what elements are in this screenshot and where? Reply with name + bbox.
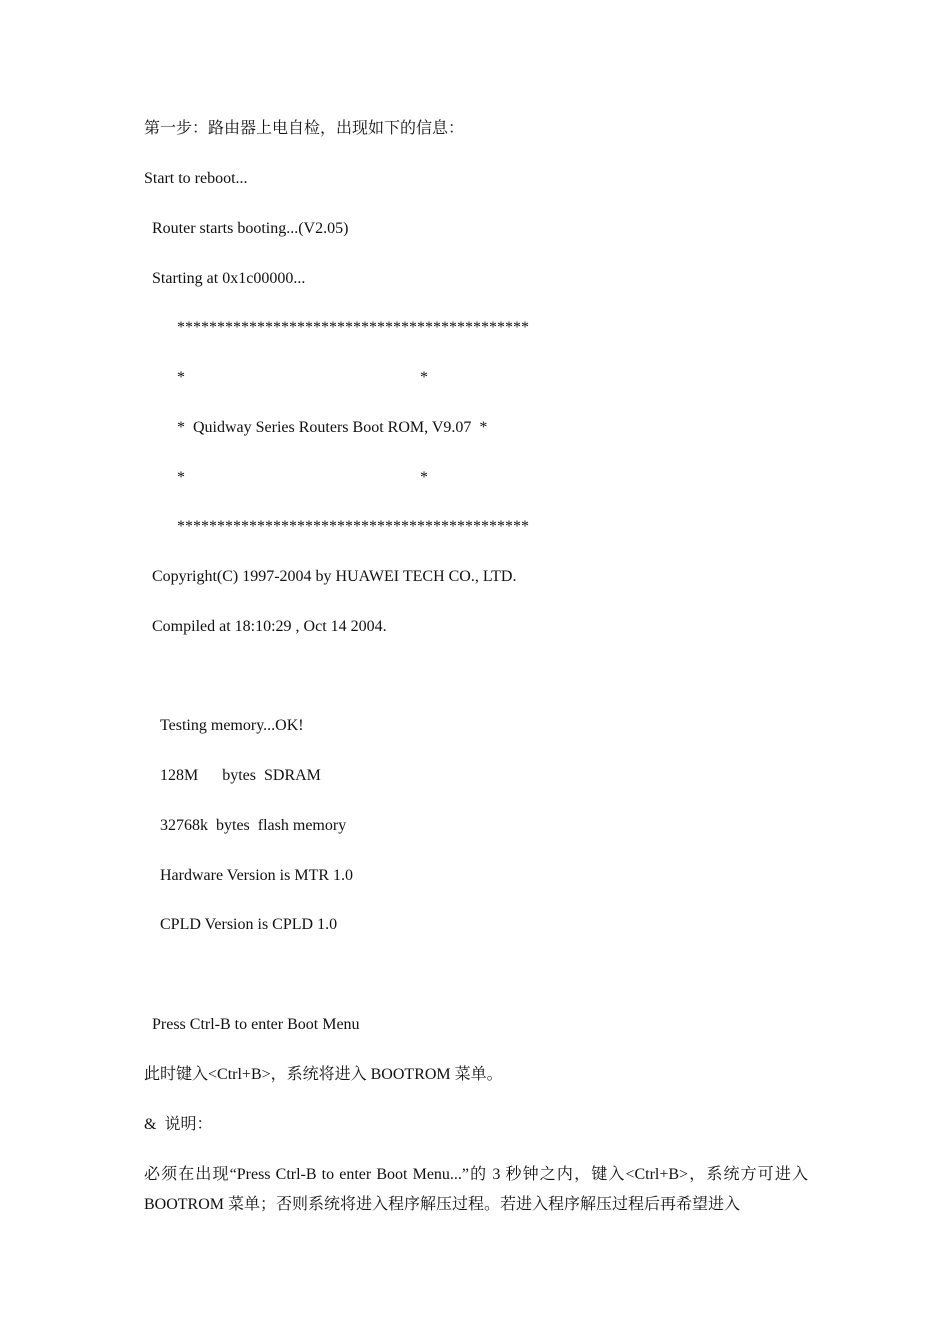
note-label: & 说明： (144, 1116, 213, 1133)
banner-top-border: ******************************************** (177, 319, 529, 336)
boot-log-start-reboot: Start to reboot... (144, 170, 248, 187)
instruction-text: 此时键入<Ctrl+B>，系统将进入 BOOTROM 菜单。 (144, 1066, 503, 1083)
banner-blank-left: * (177, 369, 185, 386)
boot-log-flash: 32768k bytes flash memory (160, 817, 347, 834)
boot-log-press-ctrl-b: Press Ctrl-B to enter Boot Menu (152, 1016, 360, 1033)
banner-blank-right: * (420, 369, 428, 386)
boot-log-testing-memory: Testing memory...OK! (160, 717, 304, 734)
banner-blank-left: * (177, 469, 185, 486)
banner-blank-right: * (420, 469, 428, 486)
boot-log-cpld-version: CPLD Version is CPLD 1.0 (160, 916, 338, 933)
banner-title: * Quidway Series Routers Boot ROM, V9.07 * (177, 419, 488, 436)
boot-log-hardware-version: Hardware Version is MTR 1.0 (160, 867, 354, 884)
banner-bottom-border: ******************************************** (177, 518, 529, 535)
boot-log-sdram: 128M bytes SDRAM (160, 767, 321, 784)
boot-log-router-starts: Router starts booting...(V2.05) (152, 220, 349, 237)
step-heading: 第一步：路由器上电自检，出现如下的信息： (144, 120, 465, 137)
boot-log-copyright: Copyright(C) 1997-2004 by HUAWEI TECH CO., LTD. (152, 568, 517, 585)
boot-log-starting-at: Starting at 0x1c00000... (152, 270, 306, 287)
boot-log-compiled: Compiled at 18:10:29 , Oct 14 2004. (152, 618, 387, 635)
note-body: 必须在出现“Press Ctrl-B to enter Boot Menu...”的 3 秒钟之内，键入<Ctrl+B>，系统方可进入 BOOTROM 菜单；否则系统将进入程序解压过程。若进入程序解压过程后再希望进入 (144, 1166, 808, 1213)
